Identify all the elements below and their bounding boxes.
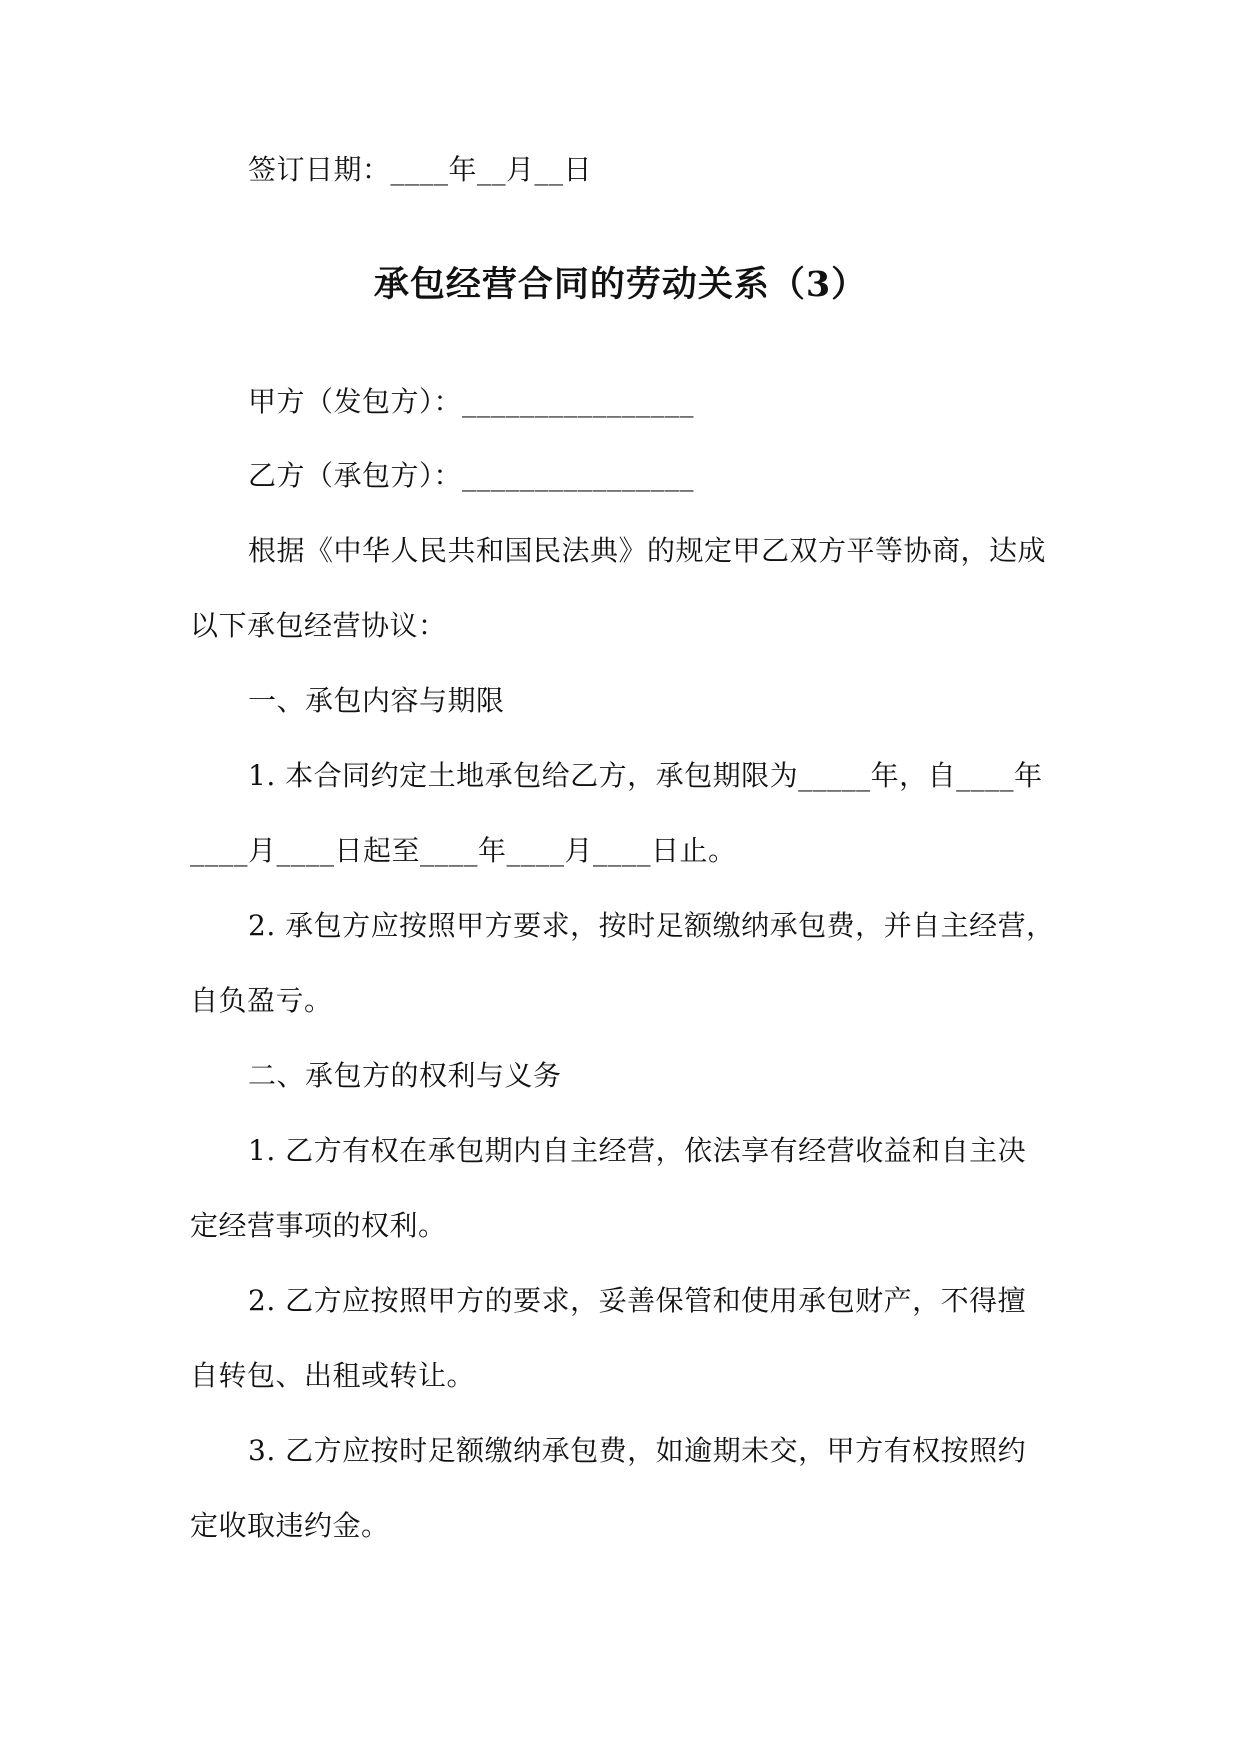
section1-item1-line1: 1. 本合同约定土地承包给乙方，承包期限为_____年，自____年	[248, 759, 1043, 792]
party-b-line: 乙方（承包方）：________________	[248, 459, 695, 492]
section2-heading: 二、承包方的权利与义务	[248, 1059, 562, 1092]
intro-paragraph-line2: 以下承包经营协议：	[190, 609, 447, 642]
section2-item2-line2: 自转包、出租或转让。	[190, 1359, 476, 1392]
party-a-line: 甲方（发包方）：________________	[248, 385, 695, 418]
section2-item2-line1: 2. 乙方应按照甲方的要求，妥善保管和使用承包财产，不得擅	[248, 1284, 1027, 1317]
section1-item2-line1: 2. 承包方应按照甲方要求，按时足额缴纳承包费，并自主经营，	[248, 909, 1055, 942]
section1-item1-line2: ____月____日起至____年____月____日止。	[190, 834, 737, 867]
section2-item1-line2: 定经营事项的权利。	[190, 1209, 447, 1242]
section2-item3-line1: 3. 乙方应按时足额缴纳承包费，如逾期未交，甲方有权按照约	[248, 1434, 1027, 1467]
section1-heading: 一、承包内容与期限	[248, 684, 505, 717]
intro-paragraph-line1: 根据《中华人民共和国民法典》的规定甲乙双方平等协商，达成	[248, 534, 1047, 567]
section1-item2-line2: 自负盈亏。	[190, 984, 333, 1017]
sign-date: 签订日期：____年__月__日	[248, 153, 593, 186]
section2-item3-line2: 定收取违约金。	[190, 1509, 390, 1542]
page-title: 承包经营合同的劳动关系（3）	[373, 264, 868, 305]
section2-item1-line1: 1. 乙方有权在承包期内自主经营，依法享有经营收益和自主决	[248, 1134, 1027, 1167]
